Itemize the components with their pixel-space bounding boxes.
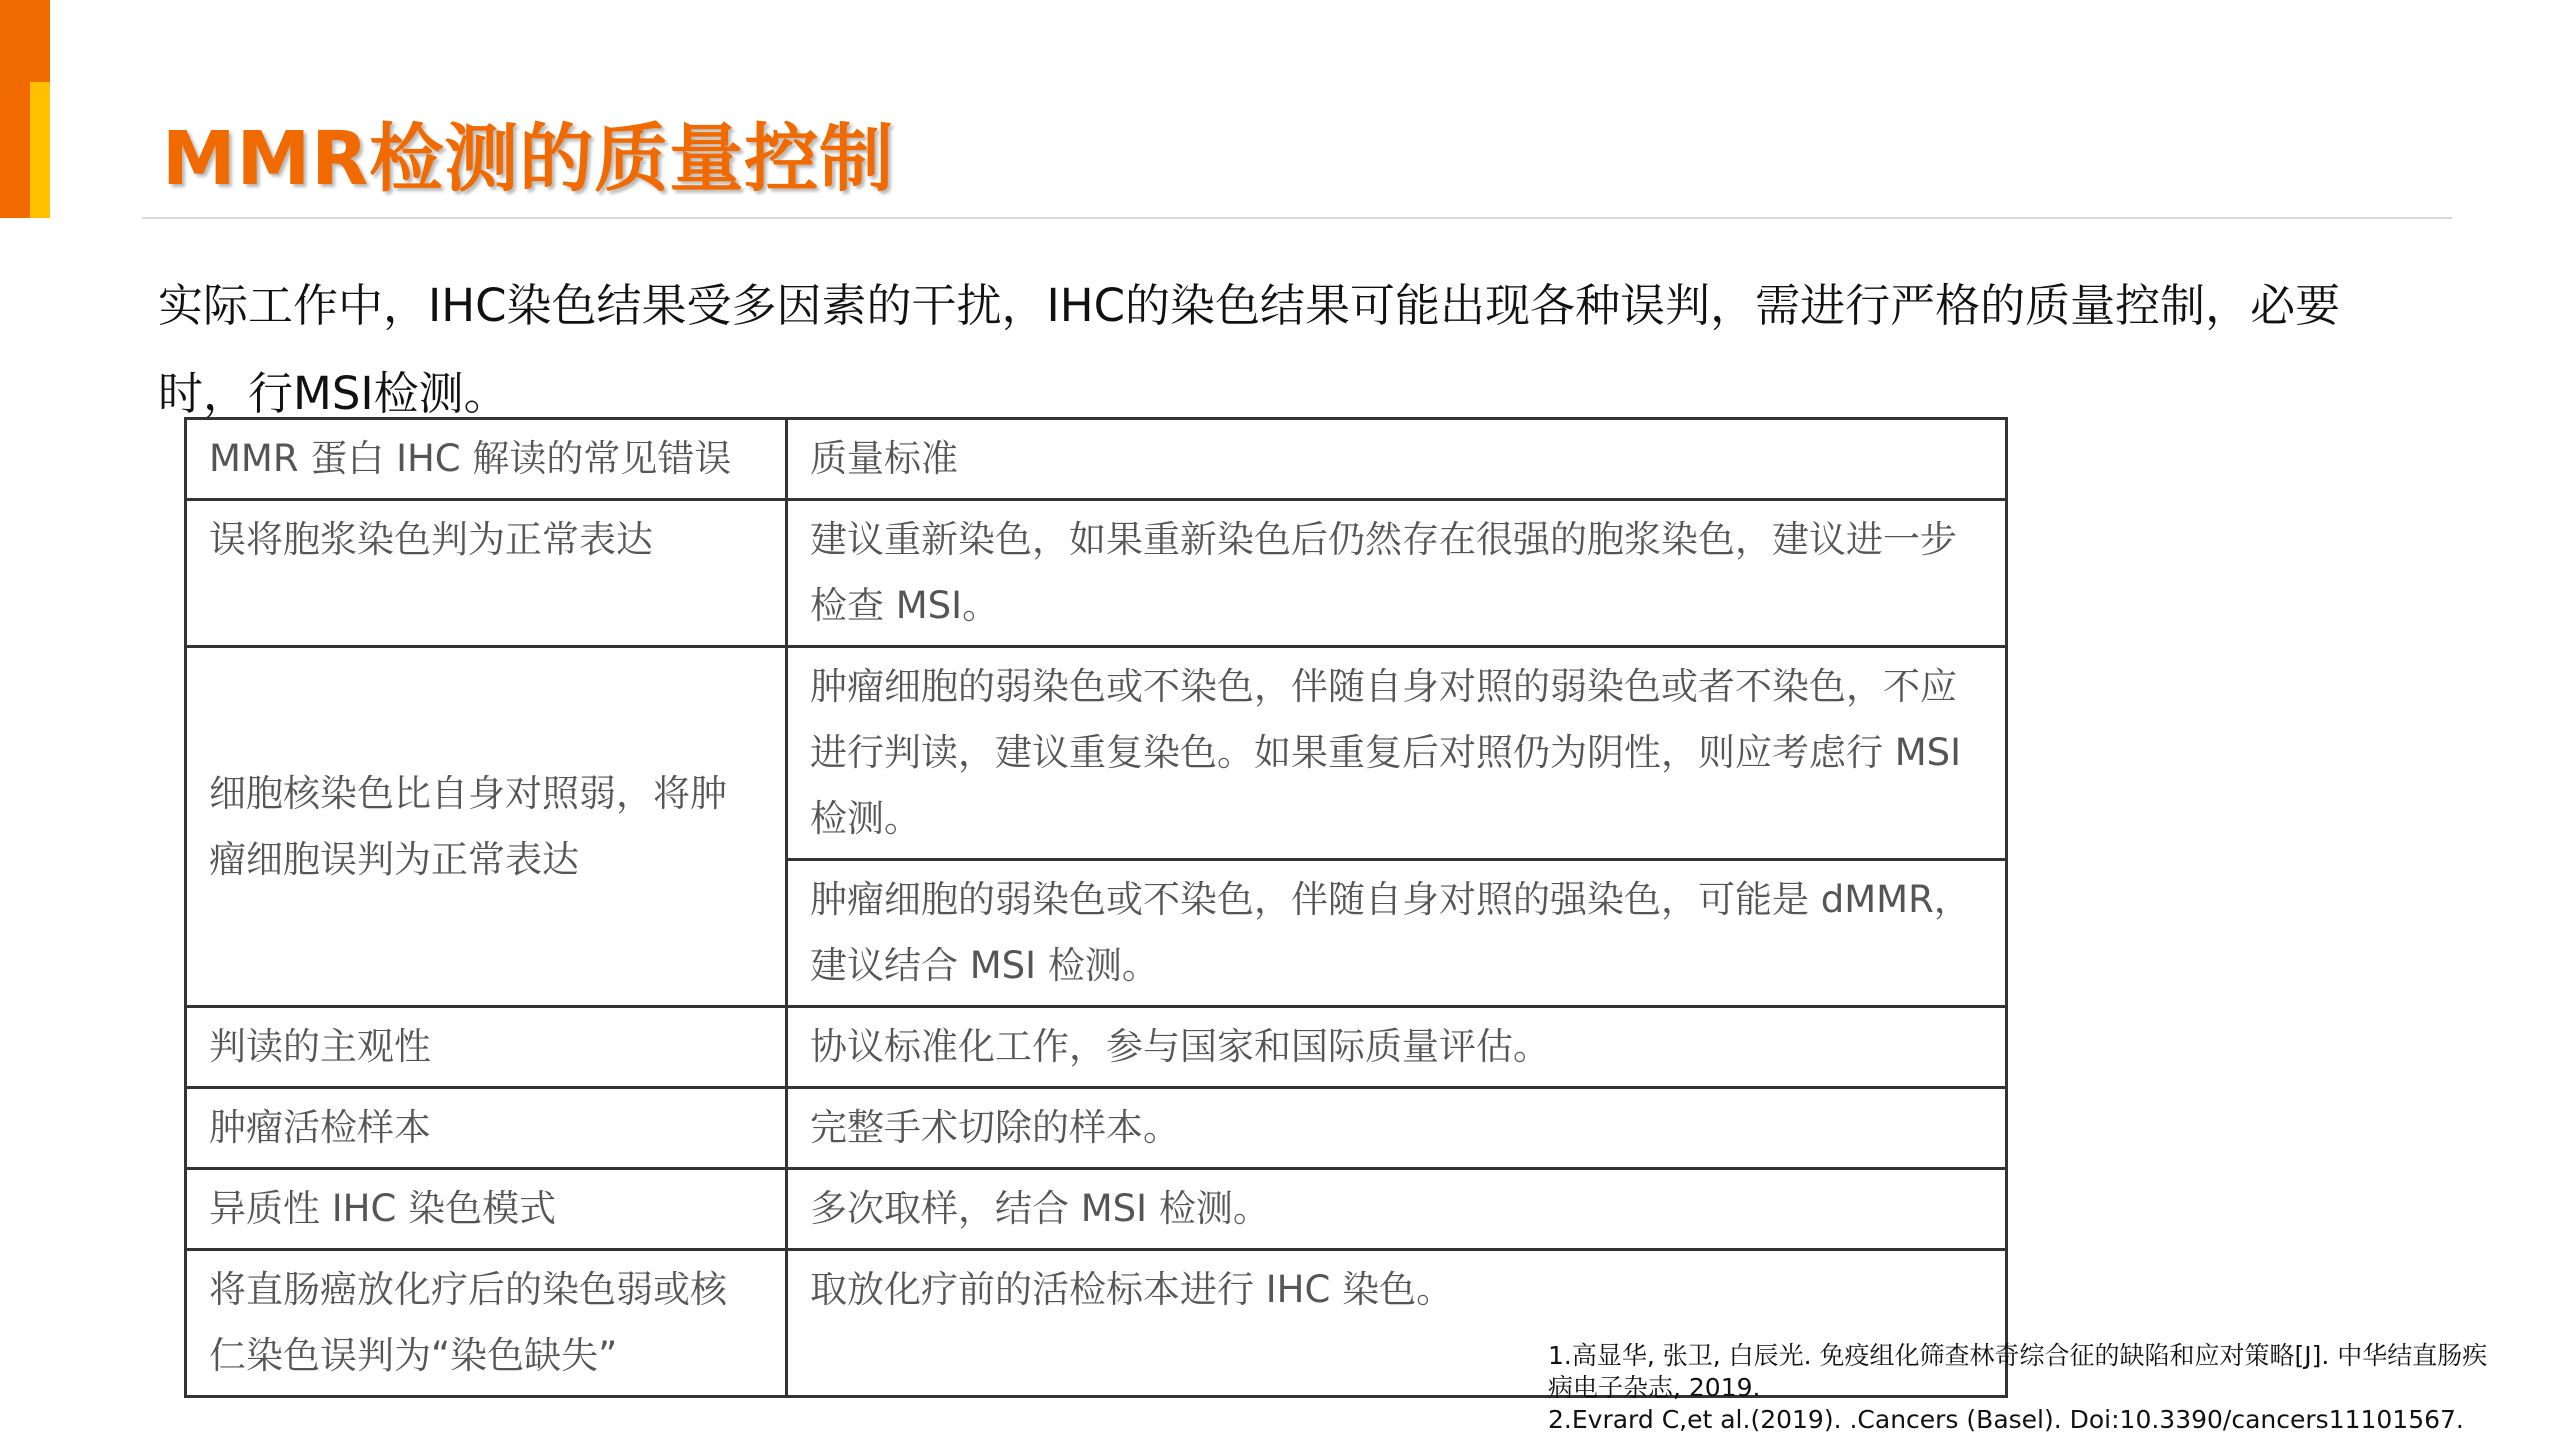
table-header-row xyxy=(186,419,2007,500)
intro-paragraph: 实际工作中，IHC染色结果受多因素的干扰，IHC的染色结果可能出现各种误判，需进行严格的质量控制，必要时，行MSI检测。 xyxy=(158,279,2341,420)
standard-cell: 肿瘤细胞的弱染色或不染色，伴随自身对照的强染色，可能是 dMMR，建议结合 MSI 检测。 xyxy=(787,860,2007,1007)
accent-bar-yellow xyxy=(30,82,50,218)
standard-cell: 完整手术切除的样本。 xyxy=(787,1088,2007,1169)
standard-cell: 多次取样，结合 MSI 检测。 xyxy=(787,1169,2007,1250)
table-row xyxy=(186,500,2007,647)
error-cell: 异质性 IHC 染色模式 xyxy=(186,1169,787,1250)
table-row xyxy=(186,1169,2007,1250)
error-cell: 将直肠癌放化疗后的染色弱或核仁染色误判为“染色缺失” xyxy=(186,1250,787,1397)
slide-title: MMR检测的质量控制 xyxy=(162,116,895,202)
error-cell: 肿瘤活检样本 xyxy=(186,1088,787,1169)
standard-cell: 协议标准化工作，参与国家和国际质量评估。 xyxy=(787,1007,2007,1088)
title-divider xyxy=(142,217,2452,219)
reference-1: 1.高显华, 张卫, 白辰光. 免疫组化筛查林奇综合征的缺陷和应对策略[J]. 中华结直肠疾病电子杂志, 2019. xyxy=(1548,1341,2488,1402)
table-row xyxy=(186,1007,2007,1088)
reference-2: 2.Evrard C,et al.(2019). .Cancers (Basel). Doi:10.3390/cancers11101567. xyxy=(1548,1405,2464,1434)
standard-cell: 取放化疗前的活检标本进行 IHC 染色。 xyxy=(787,1250,2007,1397)
header-cell-errors: MMR 蛋白 IHC 解读的常见错误 xyxy=(186,419,787,500)
header-cell-standard: 质量标准 xyxy=(787,419,2007,500)
references xyxy=(1548,1340,2508,1436)
table-row xyxy=(186,1088,2007,1169)
standard-cell: 肿瘤细胞的弱染色或不染色，伴随自身对照的弱染色或者不染色，不应进行判读，建议重复染色。如果重复后对照仍为阴性，则应考虑行 MSI 检测。 xyxy=(787,647,2007,860)
qc-table xyxy=(184,417,2008,1398)
quality-control-table xyxy=(184,417,2008,1377)
table-row xyxy=(186,647,2007,860)
error-cell: 判读的主观性 xyxy=(186,1007,787,1088)
standard-cell: 建议重新染色，如果重新染色后仍然存在很强的胞浆染色，建议进一步检查 MSI。 xyxy=(787,500,2007,647)
error-cell: 细胞核染色比自身对照弱，将肿瘤细胞误判为正常表达 xyxy=(186,647,787,1007)
error-cell: 误将胞浆染色判为正常表达 xyxy=(186,500,787,647)
